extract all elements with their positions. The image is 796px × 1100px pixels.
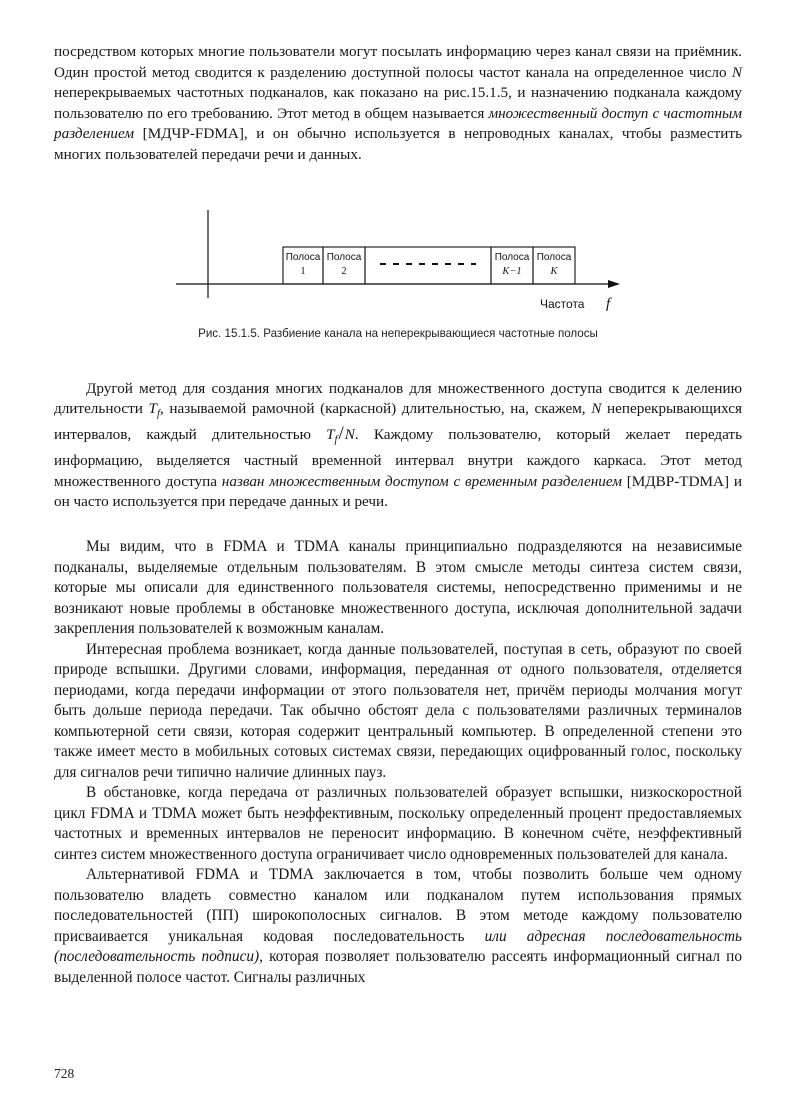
band-k [533,247,575,284]
variable-tf: $T_f$ [148,400,160,421]
band-gap [365,247,491,284]
term-fdma: множественный доступ с частотным разделением [54,104,742,143]
svg-text:Полоса: Полоса [494,252,530,263]
frequency-symbol: f [606,296,611,312]
svg-text:1: 1 [300,266,306,277]
paragraph-tdma: Другой метод для создания многих подканалов для множественного доступа сводится к делению длительности $T_f$, называемой рамочной (каркасной) длительностью, на, скажем, N неперекрывающихся интервалов, каждый длительностью $T_f/N$. Каждому пользователю, который желает передать информацию, выделяется частный временной интервал внутри каждого каркаса. Этот метод множественного доступа назван множественным доступом с временным разделением [МДВР-TDMA] и он часто используется при передаче данных и речи. [54,380,743,510]
band-1 [283,247,323,284]
term-address-sequence: или адресная последовательность (последовательность подписи) [54,927,742,965]
page-number: 728 [54,1066,75,1081]
svg-text:2: 2 [341,266,347,277]
variable-n: N [731,63,742,81]
paragraph-fdma-tdma: Мы видим, что в FDMA и TDMA каналы принципиально подразделяются на независимые подканалы, выделяемые отдельным пользователям. В этом смысле методы синтеза систем связи, которые мы описали для единственного пользователя системы, непосредственно применимы и не возникают новые проблемы в обстановке множественного доступа, исключая дополнительной задачи закрепления пользователей к возможным каналам. [54,538,742,637]
band-2 [323,247,365,284]
svg-text:Полоса: Полоса [285,252,321,263]
svg-text:Полоса: Полоса [326,252,362,263]
variable-tf-over-n: $T_f/N$ [326,423,355,447]
paragraph-inefficiency: В обстановке, когда передача от различных пользователей образует вспышки, низкоскоростной цикл FDMA и TDMA может быть неэффективным, поскольку определенный процент предоставляемых частотных и временных интервалов не переносит информацию. В конечном счёте, неэффективный синтез систем множественного доступа ограничивает число одновременных пользователей для канала. [54,784,742,863]
term-tdma: назван множественным доступом с временным разделением [221,472,622,490]
paragraph-bursts: Интересная проблема возникает, когда данные пользователей, поступая в сеть, образуют по своей природе вспышки. Другими словами, информация, переданная от одного пользователя, отделяется периодами, когда передачи информации от этого пользователя нет, причём периоды молчания могут быть дольше периода передачи. Так обычно обстоят дела с пользователями различных терминалов компьютерной сети связи, которая содержит центральный компьютер. В определенной степени это также имеет место в мобильных сотовых системах связи, передающих оцифрованный голос, поскольку для сигналов речи типично наличие длинных пауз. [54,640,742,781]
paragraph-cdma: Альтернативой FDMA и TDMA заключается в том, чтобы позволить больше чем одному пользователю владеть совместно каналом или подканалом путем использования прямых последовательностей (ПП) широкополосных сигналов. В этом методе каждому пользователю присваивается уникальная кодовая последовательность или адресная последовательность (последовательность подписи), которая позволяет пользователю рассеять информационный сигнал по выделенной полосе частот. Сигналы различных [54,866,742,986]
svg-text:K: K [550,266,558,277]
intro-paragraph: посредством которых многие пользователи могут посылать информацию через канал связи на приёмник. Один простой метод сводится к разделению доступной полосы частот канала на определенное число N неперекрываемых частотных подканалов, как показано на рис.15.1.5, и назначению подканала каждому пользователю по его требованию. Этот метод в общем называется множественный доступ с частотным разделением [МДЧР-FDMA], и он обычно используется в непроводных каналах, чтобы разместить многих пользователей передачи речи и данных. [54,43,742,163]
axis-arrow [608,280,620,288]
band-k-minus-1 [491,247,533,284]
frequency-bands-figure [0,0,796,330]
figure-caption: Рис. 15.1.5. Разбиение канала на неперекрывающиеся частотные полосы [198,327,598,340]
svg-text:K−1: K−1 [502,266,522,277]
frequency-axis-label: Частота [540,297,585,311]
svg-text:Полоса: Полоса [536,252,572,263]
body-paragraphs [54,537,742,988]
